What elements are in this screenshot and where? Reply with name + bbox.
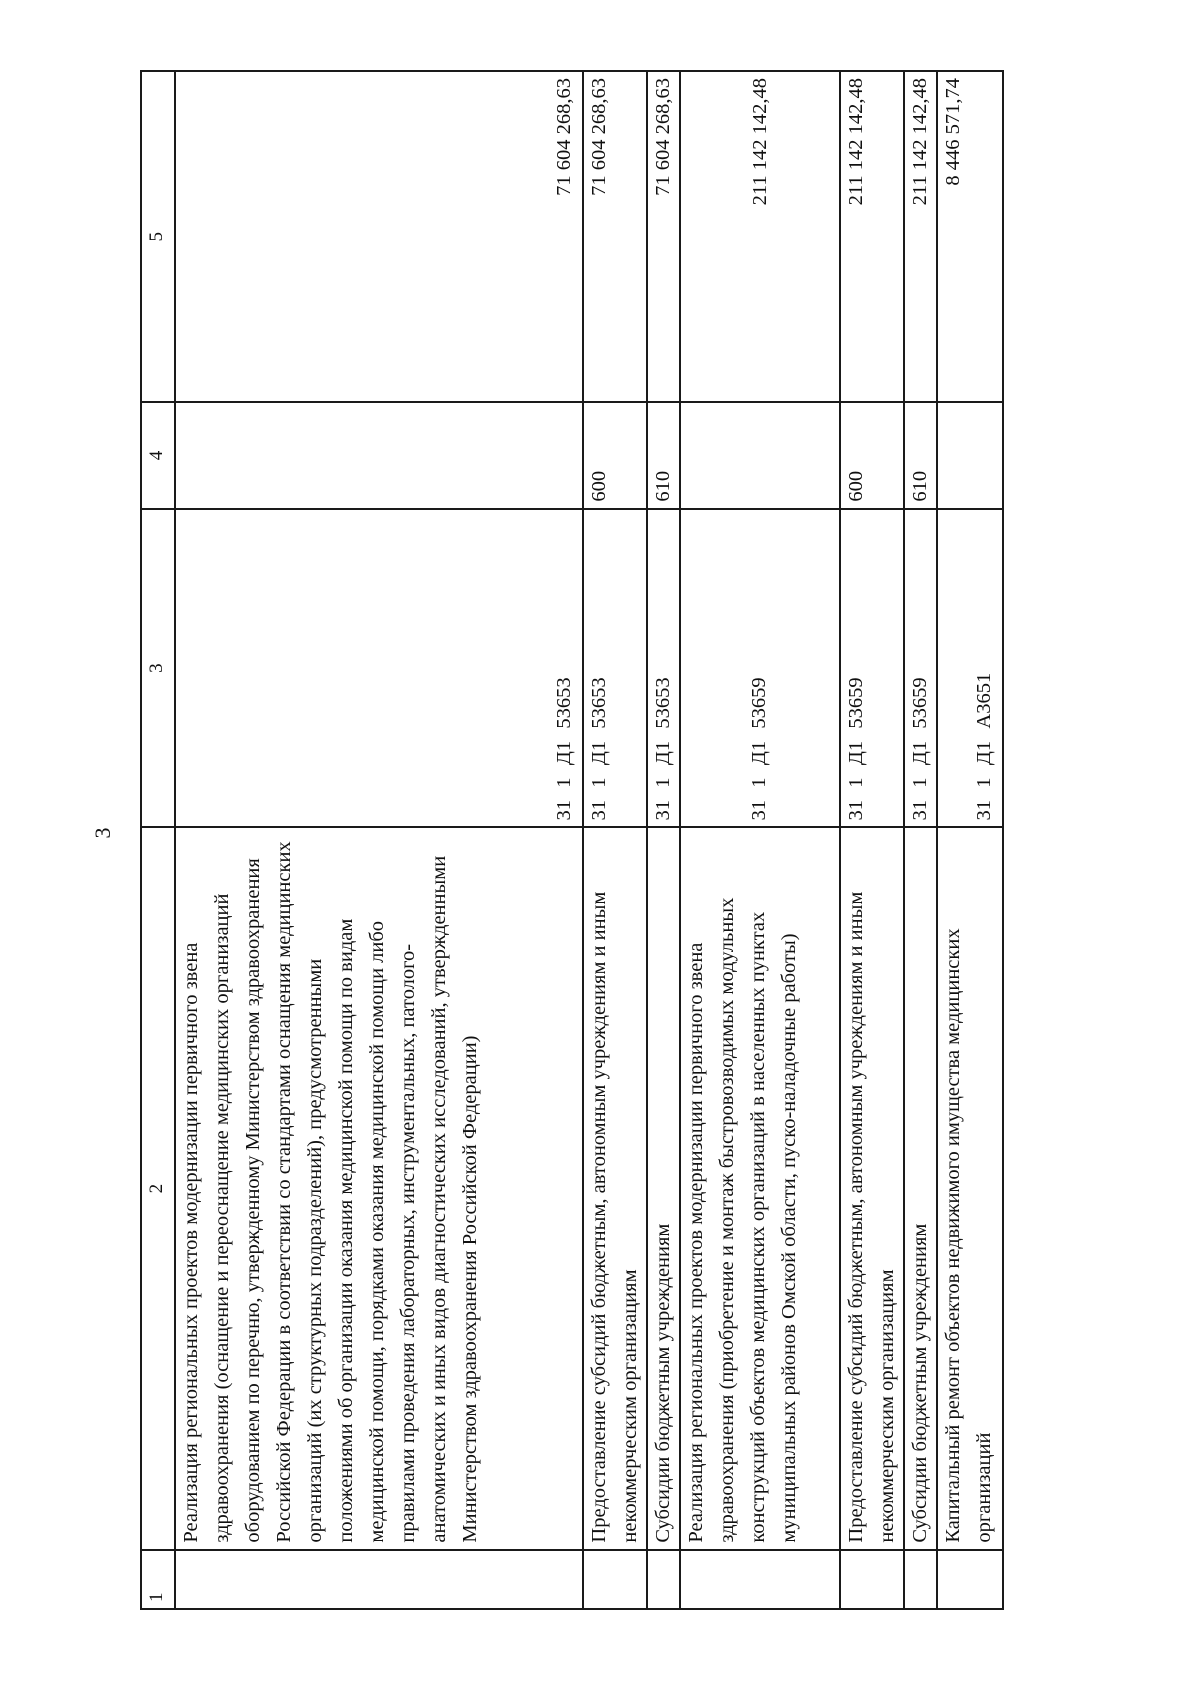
table-row <box>680 71 840 1609</box>
expense-type-cell <box>680 402 840 508</box>
page-number: 3 <box>90 827 115 839</box>
expense-name-cell: Предоставление субсидий бюджетным, автономным учреждениям и иным некоммерческим организациям <box>840 828 904 1550</box>
row-number-cell <box>647 1550 680 1609</box>
expense-name-cell: Реализация региональных проектов модернизации первичного звена здравоохранения (оснащение и переоснащение медицинских организаций оборудованием по перечню, утвержденному Министерством здравоохранения Российской Федерации в соответствии со стандартами оснащения медицинских организаций (их структурных подразделений), предусмотренными положениями об организации оказания медицинской помощи по видам медицинской помощи, порядками оказания медицинской помощи либо правилами проведения лабораторных, инструментальных, патолого-анатомических и иных видов диагностических исследований, утвержденными Министерством здравоохранения Российской Федерации) <box>175 828 583 1550</box>
table-row <box>583 71 647 1609</box>
amount-cell: 211 142 142,48 <box>680 71 840 402</box>
target-code-cell: 31 1 Д1 53659 <box>680 509 840 828</box>
target-code-cell: 31 1 Д1 53659 <box>904 509 937 828</box>
expense-name-cell: Предоставление субсидий бюджетным, автономным учреждениям и иным некоммерческим организациям <box>583 828 647 1550</box>
budget-table <box>140 70 1004 1610</box>
expense-type-cell: 600 <box>840 402 904 508</box>
table-row <box>175 71 583 1609</box>
row-number-cell <box>583 1550 647 1609</box>
expense-name-cell: Реализация региональных проектов модернизации первичного звена здравоохранения (приобретение и монтаж быстровозводимых модульных конструкций объектов медицинских организаций в населенных пунктах муниципальных районов Омской области, пуско-наладочные работы) <box>680 828 840 1550</box>
expense-name-cell: Субсидии бюджетным учреждениям <box>904 828 937 1550</box>
amount-cell: 211 142 142,48 <box>840 71 904 402</box>
target-code-cell: 31 1 Д1 53659 <box>840 509 904 828</box>
amount-cell: 71 604 268,63 <box>583 71 647 402</box>
row-number-cell <box>680 1550 840 1609</box>
expense-name-cell: Субсидии бюджетным учреждениям <box>647 828 680 1550</box>
amount-cell: 8 446 571,74 <box>937 71 1003 402</box>
table-row <box>937 71 1003 1609</box>
row-number-cell <box>937 1550 1003 1609</box>
amount-cell: 211 142 142,48 <box>904 71 937 402</box>
amount-cell: 71 604 268,63 <box>647 71 680 402</box>
target-code-cell: 31 1 Д1 53653 <box>175 509 583 828</box>
row-number-cell <box>904 1550 937 1609</box>
column-header-4: 4 <box>141 402 175 508</box>
table-row <box>840 71 904 1609</box>
target-code-cell: 31 1 Д1 А3651 <box>937 509 1003 828</box>
expense-type-cell: 610 <box>647 402 680 508</box>
amount-cell: 71 604 268,63 <box>175 71 583 402</box>
table-header-row <box>141 71 175 1609</box>
expense-type-cell: 610 <box>904 402 937 508</box>
expense-type-cell <box>175 402 583 508</box>
expense-type-cell <box>937 402 1003 508</box>
row-number-cell <box>840 1550 904 1609</box>
table-row <box>904 71 937 1609</box>
target-code-cell: 31 1 Д1 53653 <box>583 509 647 828</box>
expense-type-cell: 600 <box>583 402 647 508</box>
rotated-table-wrapper <box>140 70 1140 1610</box>
target-code-cell: 31 1 Д1 53653 <box>647 509 680 828</box>
table-row <box>647 71 680 1609</box>
row-number-cell <box>175 1550 583 1609</box>
expense-name-cell: Капитальный ремонт объектов недвижимого имущества медицинских организаций <box>937 828 1003 1550</box>
column-header-5: 5 <box>141 71 175 402</box>
column-header-2: 2 <box>141 828 175 1550</box>
column-header-1: 1 <box>141 1550 175 1609</box>
column-header-3: 3 <box>141 509 175 828</box>
